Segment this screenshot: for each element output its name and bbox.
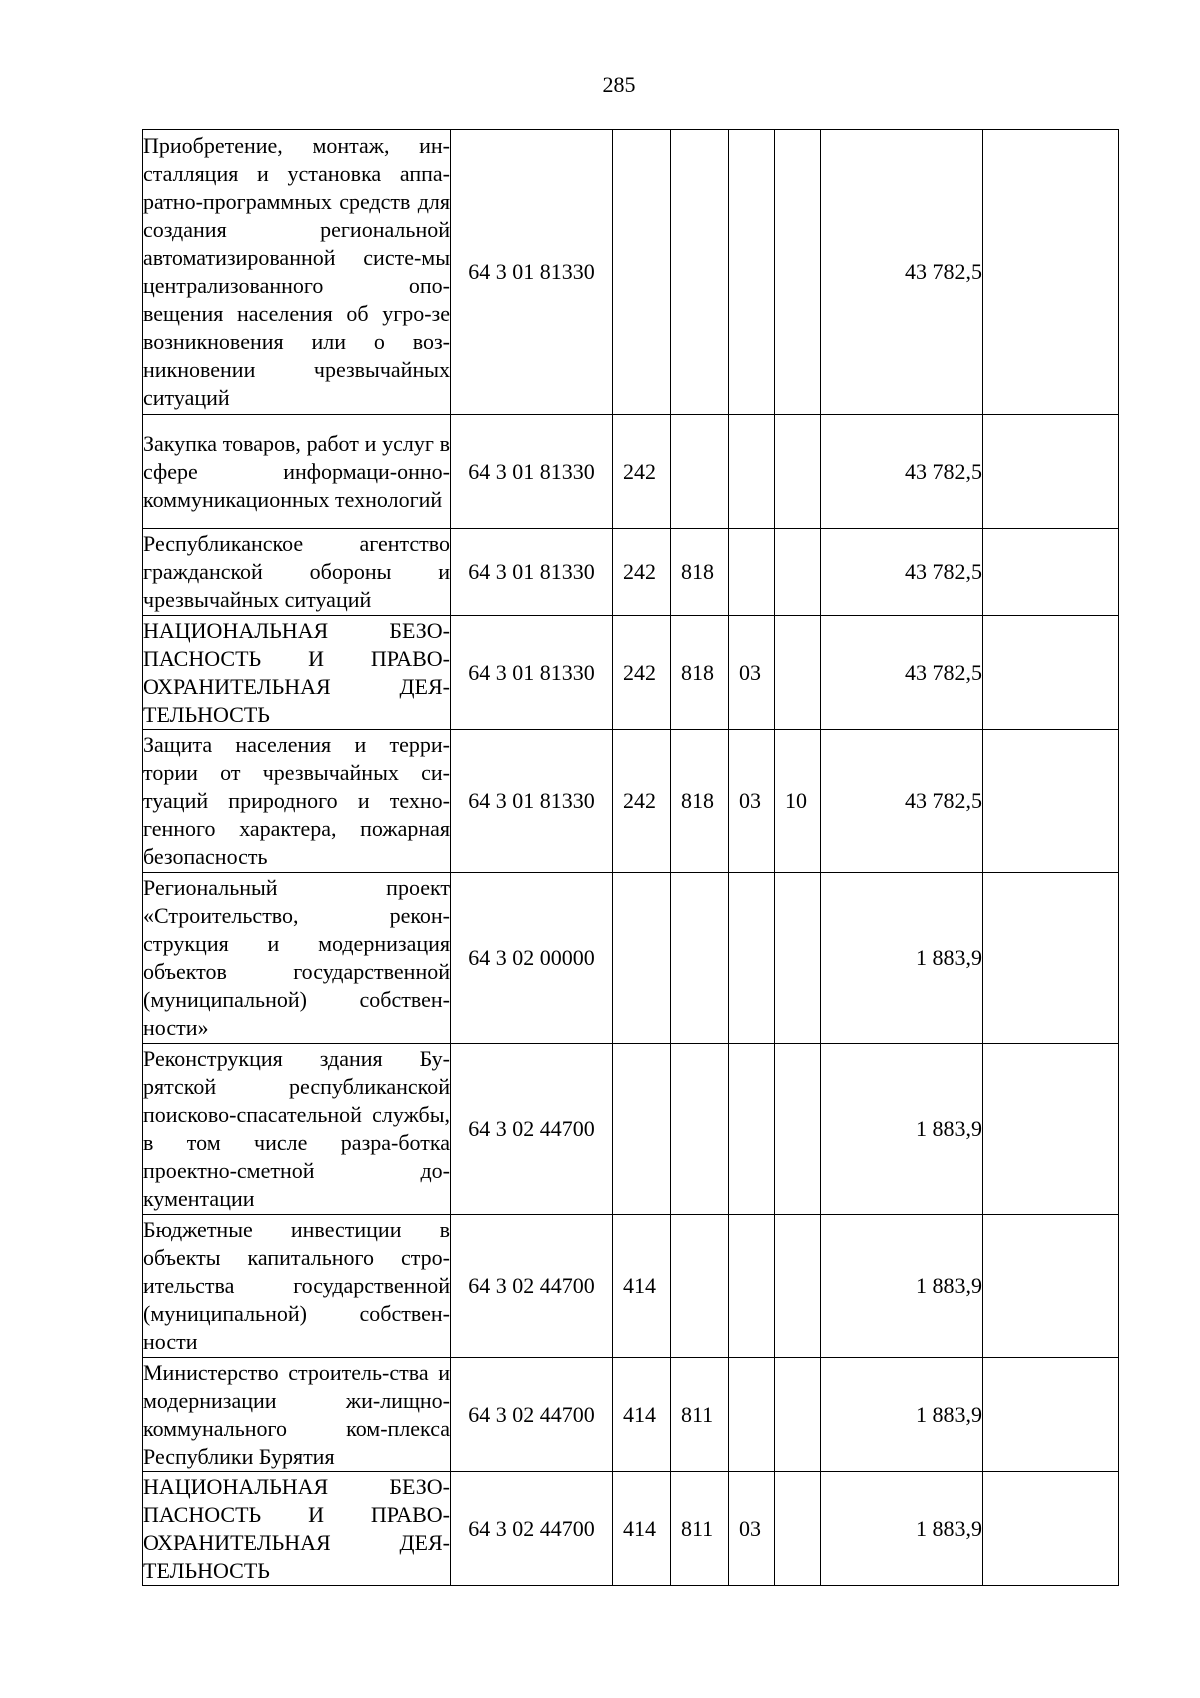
sum-cell: 1 883,9 [821, 1358, 983, 1472]
sum-cell: 1 883,9 [821, 1215, 983, 1358]
pr-cell [775, 1472, 821, 1586]
ved-cell: 818 [671, 730, 729, 873]
rz-cell [729, 873, 775, 1044]
table-row [143, 415, 1119, 529]
ved-cell [671, 130, 729, 415]
code-cell: 64 3 02 00000 [451, 873, 613, 1044]
rz-cell [729, 1358, 775, 1472]
rz-cell [729, 415, 775, 529]
sum-cell: 43 782,5 [821, 730, 983, 873]
extra-cell [983, 730, 1119, 873]
name-cell: Региональный проект «Строительство, рекон-струкция и модернизация объектов государственной (муниципальной) собствен-ности» [143, 873, 451, 1044]
table-row [143, 616, 1119, 730]
extra-cell [983, 616, 1119, 730]
sum-cell: 43 782,5 [821, 529, 983, 616]
vr-cell: 242 [613, 616, 671, 730]
vr-cell: 242 [613, 529, 671, 616]
rz-cell [729, 1215, 775, 1358]
sum-cell: 1 883,9 [821, 1472, 983, 1586]
table-row [143, 730, 1119, 873]
ved-cell [671, 873, 729, 1044]
name-cell: Закупка товаров, работ и услуг в сфере информаци-онно-коммуникационных технологий [143, 415, 451, 529]
code-cell: 64 3 01 81330 [451, 130, 613, 415]
rz-cell: 03 [729, 616, 775, 730]
vr-cell: 414 [613, 1472, 671, 1586]
ved-cell: 818 [671, 529, 729, 616]
code-cell: 64 3 01 81330 [451, 616, 613, 730]
name-cell: НАЦИОНАЛЬНАЯ БЕЗО-ПАСНОСТЬ И ПРАВО-ОХРАНИТЕЛЬНАЯ ДЕЯ-ТЕЛЬНОСТЬ [143, 1472, 451, 1586]
code-cell: 64 3 02 44700 [451, 1358, 613, 1472]
ved-cell: 811 [671, 1472, 729, 1586]
name-cell: Министерство строитель-ства и модернизации жи-лищно-коммунального ком-плекса Республики Бурятия [143, 1358, 451, 1472]
name-cell: Реконструкция здания Бу-рятской республиканской поисково-спасательной службы, в том числе разра-ботка проектно-сметной до-кументации [143, 1044, 451, 1215]
ved-cell [671, 415, 729, 529]
code-cell: 64 3 02 44700 [451, 1215, 613, 1358]
pr-cell [775, 1215, 821, 1358]
table-row [143, 130, 1119, 415]
pr-cell [775, 130, 821, 415]
sum-cell: 1 883,9 [821, 873, 983, 1044]
sum-cell: 43 782,5 [821, 616, 983, 730]
pr-cell [775, 415, 821, 529]
pr-cell [775, 1044, 821, 1215]
vr-cell [613, 130, 671, 415]
name-cell: Защита населения и терри-тории от чрезвычайных си-туаций природного и техно-генного характера, пожарная безопасность [143, 730, 451, 873]
extra-cell [983, 1358, 1119, 1472]
extra-cell [983, 1215, 1119, 1358]
table-row [143, 873, 1119, 1044]
sum-cell: 43 782,5 [821, 415, 983, 529]
rz-cell [729, 529, 775, 616]
name-cell: Республиканское агентство гражданской обороны и чрезвычайных ситуаций [143, 529, 451, 616]
extra-cell [983, 1472, 1119, 1586]
name-cell: Приобретение, монтаж, ин-сталляция и установка аппа-ратно-программных средств для создания региональной автоматизированной систе-мы централизованного опо-вещения населения об угро-зе возникновения или о воз-никновении чрезвычайных ситуаций [143, 130, 451, 415]
pr-cell [775, 529, 821, 616]
extra-cell [983, 1044, 1119, 1215]
vr-cell: 414 [613, 1358, 671, 1472]
vr-cell: 242 [613, 415, 671, 529]
rz-cell [729, 1044, 775, 1215]
extra-cell [983, 529, 1119, 616]
budget-table [142, 129, 1119, 1586]
table-row [143, 1044, 1119, 1215]
table-row [143, 1358, 1119, 1472]
page-number: 285 [602, 72, 636, 97]
table-row [143, 1215, 1119, 1358]
ved-cell [671, 1044, 729, 1215]
rz-cell: 03 [729, 1472, 775, 1586]
code-cell: 64 3 01 81330 [451, 730, 613, 873]
pr-cell [775, 1358, 821, 1472]
extra-cell [983, 415, 1119, 529]
vr-cell: 242 [613, 730, 671, 873]
name-cell: НАЦИОНАЛЬНАЯ БЕЗО-ПАСНОСТЬ И ПРАВО-ОХРАНИТЕЛЬНАЯ ДЕЯ-ТЕЛЬНОСТЬ [143, 616, 451, 730]
ved-cell [671, 1215, 729, 1358]
vr-cell [613, 873, 671, 1044]
name-cell: Бюджетные инвестиции в объекты капитального стро-ительства государственной (муниципальной) собствен-ности [143, 1215, 451, 1358]
vr-cell: 414 [613, 1215, 671, 1358]
pr-cell: 10 [775, 730, 821, 873]
code-cell: 64 3 01 81330 [451, 415, 613, 529]
table-row [143, 529, 1119, 616]
ved-cell: 818 [671, 616, 729, 730]
code-cell: 64 3 01 81330 [451, 529, 613, 616]
code-cell: 64 3 02 44700 [451, 1472, 613, 1586]
ved-cell: 811 [671, 1358, 729, 1472]
rz-cell [729, 130, 775, 415]
code-cell: 64 3 02 44700 [451, 1044, 613, 1215]
rz-cell: 03 [729, 730, 775, 873]
extra-cell [983, 873, 1119, 1044]
table-row [143, 1472, 1119, 1586]
sum-cell: 43 782,5 [821, 130, 983, 415]
vr-cell [613, 1044, 671, 1215]
pr-cell [775, 873, 821, 1044]
sum-cell: 1 883,9 [821, 1044, 983, 1215]
extra-cell [983, 130, 1119, 415]
pr-cell [775, 616, 821, 730]
